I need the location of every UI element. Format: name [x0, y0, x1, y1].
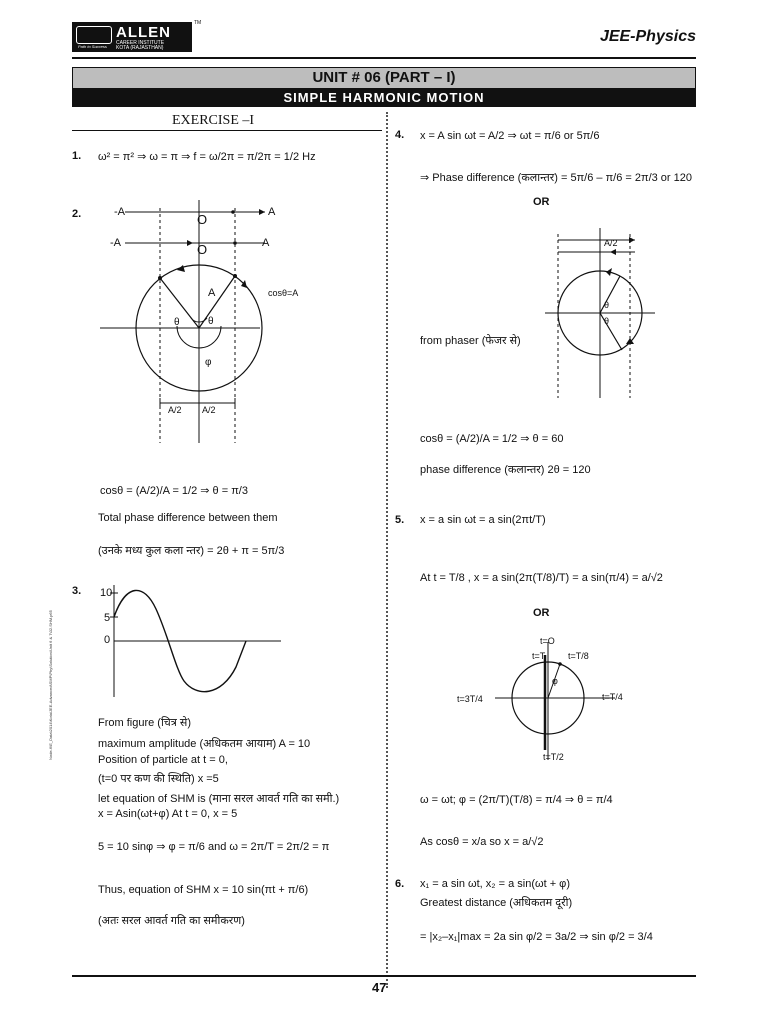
column-divider [386, 112, 388, 988]
q3-y5: 5 [104, 612, 111, 624]
q5-number: 5. [395, 514, 405, 526]
q5-tT2: t=T/2 [543, 752, 564, 762]
q4-line2: ⇒ Phase difference (कलान्तर) = 5π/6 – π/6 = 2π/3 or 120 [420, 172, 692, 184]
q5-or: OR [533, 607, 550, 619]
brand-sub2: KOTA (RAJASTHAN) [116, 45, 164, 51]
side-file-path: Node-6\E_Data\2014\Kota\JEE-Advanced\SMP\Phy\Solution\Unit 6 & 7\02.SHM.p65 [48, 610, 53, 760]
q2-theta1: θ [174, 317, 180, 328]
subject-title: JEE-Physics [599, 28, 696, 45]
exercise-underline [72, 130, 382, 131]
q3-line9: (अतः सरल आवर्त गति का समीकरण) [98, 915, 245, 927]
q5-tT4: t=T/4 [602, 692, 623, 702]
footer-rule [72, 975, 696, 977]
q2-half1: A/2 [168, 405, 182, 415]
q5-phi: φ [552, 676, 558, 686]
q2-number: 2. [72, 208, 82, 220]
q2-circle-diagram [95, 198, 275, 448]
q2-mid-origin: O [197, 242, 208, 257]
q1-number: 1. [72, 150, 82, 162]
q5-line2: At t = T/8 , x = a sin(2π(T/8)/T) = a sin(π/4) = a/√2 [420, 572, 663, 584]
q4-phaser-text: from phaser (फेजर से) [420, 335, 521, 347]
q3-number: 3. [72, 585, 82, 597]
q4-phaser-diagram [540, 228, 660, 400]
q2-total-text: Total phase difference between them [98, 512, 278, 524]
q2-top-dot [231, 210, 235, 214]
q4-second-arrow-icon [610, 249, 616, 255]
q5-t0: t=O [540, 636, 555, 646]
q4-a2-label: A/2 [604, 238, 618, 248]
q5-tT: t=T [532, 651, 546, 661]
q2-cos-label: cosθ=A [268, 288, 299, 298]
allen-logo [72, 22, 192, 52]
exercise-title: EXERCISE –I [172, 113, 255, 128]
q5-line4: As cosθ = x/a so x = a/√2 [420, 836, 544, 848]
q2-top-origin: O [197, 212, 208, 227]
q2-cos-line: cosθ = (A/2)/A = 1/2 ⇒ θ = π/3 [100, 485, 248, 497]
brand-tagline: Path to Success [78, 44, 107, 49]
q3-line3: Position of particle at t = 0, [98, 754, 228, 766]
q3-line6: x = Asin(ωt+φ) At t = 0, x = 5 [98, 808, 238, 820]
q2-phi: φ [205, 357, 212, 368]
q2-mid-neg-a: -A [110, 237, 121, 249]
q5-tT8: t=T/8 [568, 651, 589, 661]
q5-t3T4: t=3T/4 [457, 694, 483, 704]
q4-theta1: θ [604, 300, 610, 310]
q6-line1: x₁ = a sin ωt, x₂ = a sin(ωt + φ) [420, 878, 570, 890]
chapter-title: SIMPLE HARMONIC MOTION [72, 89, 696, 107]
allen-logo-mark-icon [76, 26, 112, 44]
q4-line3: cosθ = (A/2)/A = 1/2 ⇒ θ = 60 [420, 433, 564, 445]
q4-or: OR [533, 196, 550, 208]
q2-top-pos-a: A [268, 206, 276, 218]
q3-line8: Thus, equation of SHM x = 10 sin(πt + π/6) [98, 884, 309, 896]
q6-line2: Greatest distance (अधिकतम दूरी) [420, 897, 573, 909]
trademark: TM [194, 20, 202, 26]
q3-line5: let equation of SHM is (माना सरल आवर्त गति का समी.) [98, 793, 340, 805]
q2-theta2: θ [208, 316, 214, 327]
q4-line4: phase difference (कलान्तर) 2θ = 120 [420, 464, 591, 476]
q4-theta2: θ [604, 316, 610, 326]
q2-half2: A/2 [202, 405, 216, 415]
unit-title: UNIT # 06 (PART – I) [72, 67, 696, 89]
q4-line1: x = A sin ωt = A/2 ⇒ ωt = π/6 or 5π/6 [420, 130, 600, 142]
brand-subtitle [116, 41, 164, 51]
q5-line3: ω = ωt; φ = (2π/T)(T/8) = π/4 ⇒ θ = π/4 [420, 794, 613, 806]
q3-line1: From figure (चित्र से) [98, 717, 192, 729]
q3-line4: (t=0 पर कण की स्थिति) x =5 [98, 773, 219, 785]
q2-top-neg-a: -A [114, 206, 125, 218]
q3-y0: 0 [104, 634, 111, 646]
header-rule [72, 57, 696, 59]
q4-radius-up [600, 276, 620, 313]
brand-name: ALLEN [116, 24, 171, 41]
q2-radius-label: A [208, 287, 216, 299]
q6-line3: = |x₂–x₁|max = 2a sin φ/2 = 3a/2 ⇒ sin φ/2 = 3/4 [420, 931, 653, 943]
q3-line7: 5 = 10 sinφ ⇒ φ = π/6 and ω = 2π/T = 2π/2 = π [98, 841, 330, 853]
q5-phaser-diagram [490, 640, 620, 765]
q3-line2: maximum amplitude (अधिकतम आयाम) A = 10 [98, 738, 311, 750]
q2-top-arrow-icon [259, 209, 265, 215]
q2-mid-pos-a: A [262, 237, 270, 249]
q5-point [558, 662, 562, 666]
page-number: 47 [372, 980, 387, 995]
q4-top-arrow-icon [629, 237, 635, 243]
q2-hindi-line: (उनके मध्य कुल कला न्तर) = 2θ + π = 5π/3 [98, 545, 285, 557]
q2-mid-arrow-icon [187, 240, 193, 246]
q6-number: 6. [395, 878, 405, 890]
q1-text: ω² = π² ⇒ ω = π ⇒ f = ω/2π = π/2π = 1/2 Hz [98, 151, 316, 163]
brand-sub1: CAREER INSTITUTE [116, 40, 165, 46]
q2-point-left [158, 276, 162, 280]
q3-sine-graph [96, 585, 286, 700]
q3-y10: 10 [100, 587, 113, 599]
q5-line1: x = a sin ωt = a sin(2πt/T) [420, 514, 546, 526]
q2-point-right [233, 274, 237, 278]
q4-number: 4. [395, 129, 405, 141]
